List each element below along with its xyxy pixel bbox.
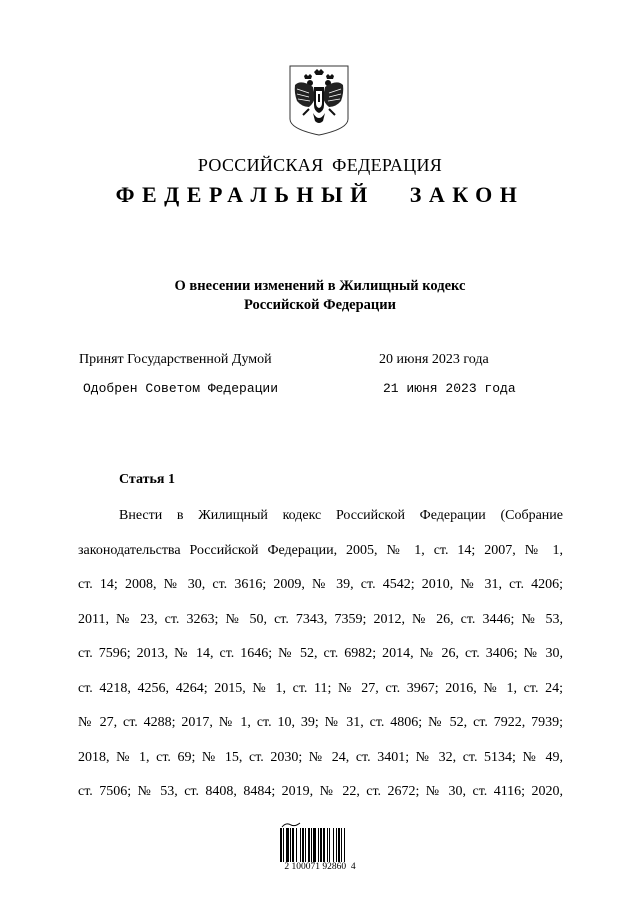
- body-line: законодательства Российской Федерации, 2005, № 1, ст. 14; 2007, № 1,: [78, 542, 563, 558]
- article-heading: Статья 1: [119, 472, 175, 487]
- barcode: [270, 818, 370, 878]
- country-title: РОССИЙСКАЯ ФЕДЕРАЦИЯ: [197, 155, 443, 175]
- duma-adoption-date: 20 июня 2023 года: [379, 352, 489, 367]
- document-type-title: ФЕДЕРАЛЬНЫЙ ЗАКОН: [115, 182, 525, 207]
- body-line: Внести в Жилищный кодекс Российской Федерации (Собрание: [119, 508, 563, 523]
- body-line: ст. 14; 2008, № 30, ст. 3616; 2009, № 39, ст. 4542; 2010, № 31, ст. 4206;: [78, 577, 563, 592]
- law-title-line: Российской Федерации: [243, 297, 396, 313]
- body-line: № 27, ст. 4288; 2017, № 1, ст. 10, 39; № 31, ст. 4806; № 52, ст. 7922, 7939;: [78, 715, 563, 730]
- body-line: ст. 7596; 2013, № 14, ст. 1646; № 52, ст. 6982; 2014, № 26, ст. 3406; № 30,: [78, 646, 563, 661]
- law-title-line: О внесении изменений в Жилищный кодекс: [174, 278, 466, 294]
- council-approval-date: 21 июня 2023 года: [383, 381, 516, 396]
- duma-adoption-label: Принят Государственной Думой: [79, 352, 272, 367]
- council-approval-label: Одобрен Советом Федерации: [83, 381, 279, 396]
- article-body: [78, 505, 563, 816]
- coat-of-arms-emblem-icon: [287, 63, 351, 137]
- barcode-number: 2 100071 92860 4: [284, 862, 356, 872]
- law-title: [0, 277, 640, 315]
- barcode-icon: [280, 828, 360, 862]
- body-line: 2011, № 23, ст. 3263; № 50, ст. 7343, 7359; 2012, № 26, ст. 3446; № 53,: [78, 611, 563, 627]
- body-line: 2018, № 1, ст. 69; № 15, ст. 2030; № 24, ст. 3401; № 32, ст. 5134; № 49,: [78, 749, 563, 765]
- body-line: ст. 7506; № 53, ст. 8408, 8484; 2019, № 22, ст. 2672; № 30, ст. 4116; 2020,: [78, 784, 563, 799]
- body-line: ст. 4218, 4256, 4264; 2015, № 1, ст. 11; № 27, ст. 3967; 2016, № 1, ст. 24;: [78, 680, 563, 696]
